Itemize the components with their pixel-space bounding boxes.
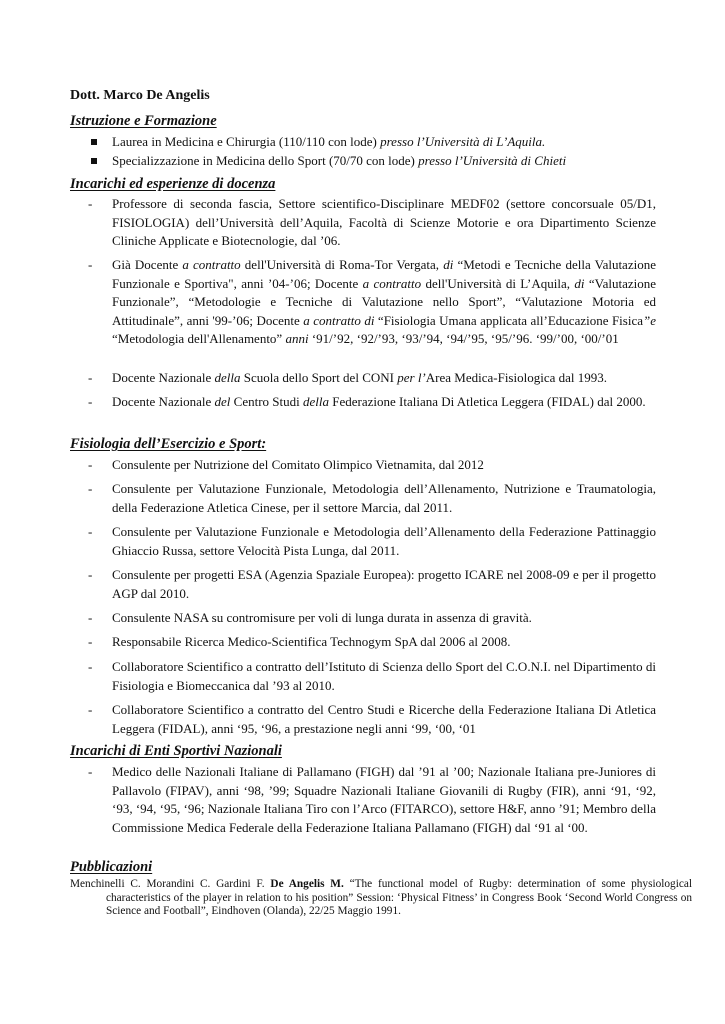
list-item: - Consulente per Valutazione Funzionale e Metodologia dell’Allenamento della Federazione Pattinaggio Ghiaccio Russa, settore Velocità Pista Lunga, dal 2011. xyxy=(88,524,656,558)
dash-bullet: - xyxy=(88,764,93,779)
dash-bullet: - xyxy=(88,481,93,496)
section-title-pubblicazioni: Pubblicazioni xyxy=(70,859,153,875)
list-item: - Consulente per Valutazione Funzionale, Metodologia dell’Allenamento, Nutrizione e Traumatologia, della Federazione Atletica Cinese, per il settore Marcia, dal 2011. xyxy=(88,481,656,515)
dash-bullet: - xyxy=(88,567,93,582)
dash-bullet: - xyxy=(88,702,93,717)
dash-bullet: - xyxy=(88,610,93,625)
list-item: - Già Docente a contratto dell'Università di Roma-Tor Vergata, di “Metodi e Tecniche della Valutazione Funzionale e Sportiva", anni ’04-’06; Docente a contratto dell'Università di L’Aquila, di “Valutazione Funzionale”, “Metodologie e Tecniche di Valutazione nello Sport”, “Valutazione Motoria ed Attitudinale”, anni '99-’06; Docente a contratto di “Fisiologia Umana applicata all’Educazione Fisica”e “Metodologia dell'Allenamento” anni ‘91/’92, ‘92/’93, ‘93/’94, ‘94/’95, ‘95/’96. ‘99/’00, ‘00/’01 xyxy=(88,257,656,347)
section-title-incarichi: Incarichi ed esperienze di docenza xyxy=(70,176,276,192)
square-bullet-icon xyxy=(88,152,108,164)
list-item: - Consulente per progetti ESA (Agenzia Spaziale Europea): progetto ICARE nel 2008-09 e per il progetto AGP dal 2010. xyxy=(88,567,656,601)
dash-bullet: - xyxy=(88,370,93,385)
list-item: - Collaboratore Scientifico a contratto dell’Istituto di Scienza dello Sport del C.O.N.I. nel Dipartimento di Fisiologia e Biomeccanica dal ’93 al 2010. xyxy=(88,659,656,693)
list-item: Specializzazione in Medicina dello Sport (70/70 con lode) presso l’Università di Chieti xyxy=(88,152,656,171)
list-item: - Consulente NASA su contromisure per voli di lunga durata in assenza di gravità. xyxy=(88,609,656,628)
section-title-istruzione: Istruzione e Formazione xyxy=(70,113,217,129)
dash-bullet: - xyxy=(88,457,93,472)
dash-bullet: - xyxy=(88,634,93,649)
dash-bullet: - xyxy=(88,659,93,674)
square-bullet-icon xyxy=(88,133,108,145)
dash-bullet: - xyxy=(88,394,93,409)
section-title-enti: Incarichi di Enti Sportivi Nazionali xyxy=(70,743,282,759)
list-item: - Responsabile Ricerca Medico-Scientifica Technogym SpA dal 2006 al 2008. xyxy=(88,633,656,652)
list-item: - Docente Nazionale del Centro Studi della Federazione Italiana Di Atletica Leggera (FIDAL) dal 2000. xyxy=(88,393,656,412)
list-item: - Docente Nazionale della Scuola dello Sport del CONI per l’Area Medica-Fisiologica dal 1993. xyxy=(88,369,656,388)
list-item: Laurea in Medicina e Chirurgia (110/110 con lode) presso l’Università di L’Aquila. xyxy=(88,133,656,152)
dash-bullet: - xyxy=(88,524,93,539)
dash-bullet: - xyxy=(88,257,93,272)
author-name: Dott. Marco De Angelis xyxy=(70,88,210,103)
section-title-fisiologia: Fisiologia dell’Esercizio e Sport: xyxy=(70,436,267,452)
publication-entry: Menchinelli C. Morandini C. Gardini F. De Angelis M. “The functional model of Rugby: determination of some physiological characteristics of the player in relation to his position” Session: ‘Physical Fitness’ in Congress Book ‘Second World Congress on Science and Football”, Eindhoven (Olanda), 22/25 Maggio 1991. xyxy=(70,878,692,917)
dash-bullet: - xyxy=(88,196,93,211)
list-item: - Professore di seconda fascia, Settore scientifico-Disciplinare MEDF02 (settore concorsuale 05/D1, FISIOLOGIA) dell’Università dell’Aquila, Facoltà di Scienze Motorie e ora Dipartimento Scienze Cliniche Applicate e Biotecnologie, dal ’06. xyxy=(88,196,656,249)
list-item: - Consulente per Nutrizione del Comitato Olimpico Vietnamita, dal 2012 xyxy=(88,456,656,475)
list-item: - Collaboratore Scientifico a contratto del Centro Studi e Ricerche della Federazione Italiana Di Atletica Leggera (FIDAL), anni ‘95, ‘96, a prestazione negli anni ‘99, ‘00, ‘01 xyxy=(88,702,656,736)
list-item: - Medico delle Nazionali Italiane di Pallamano (FIGH) dal ’91 al ’00; Nazionale Italiana pre-Juniores di Pallavolo (FIPAV), anni ‘98, ’99; Squadre Nazionali Italiane Giovanili di Rugby (FIR), anni ‘91, ‘92, ‘93, ‘94, ‘95, ‘96; Nazionale Italiana Tiro con l’Arco (FITARCO), settore H&F, anno ’91; Membro della Commissione Medica Federale della Federazione Italiana Pallamano (FIGH) dal ‘91 al ‘00. xyxy=(88,764,656,835)
